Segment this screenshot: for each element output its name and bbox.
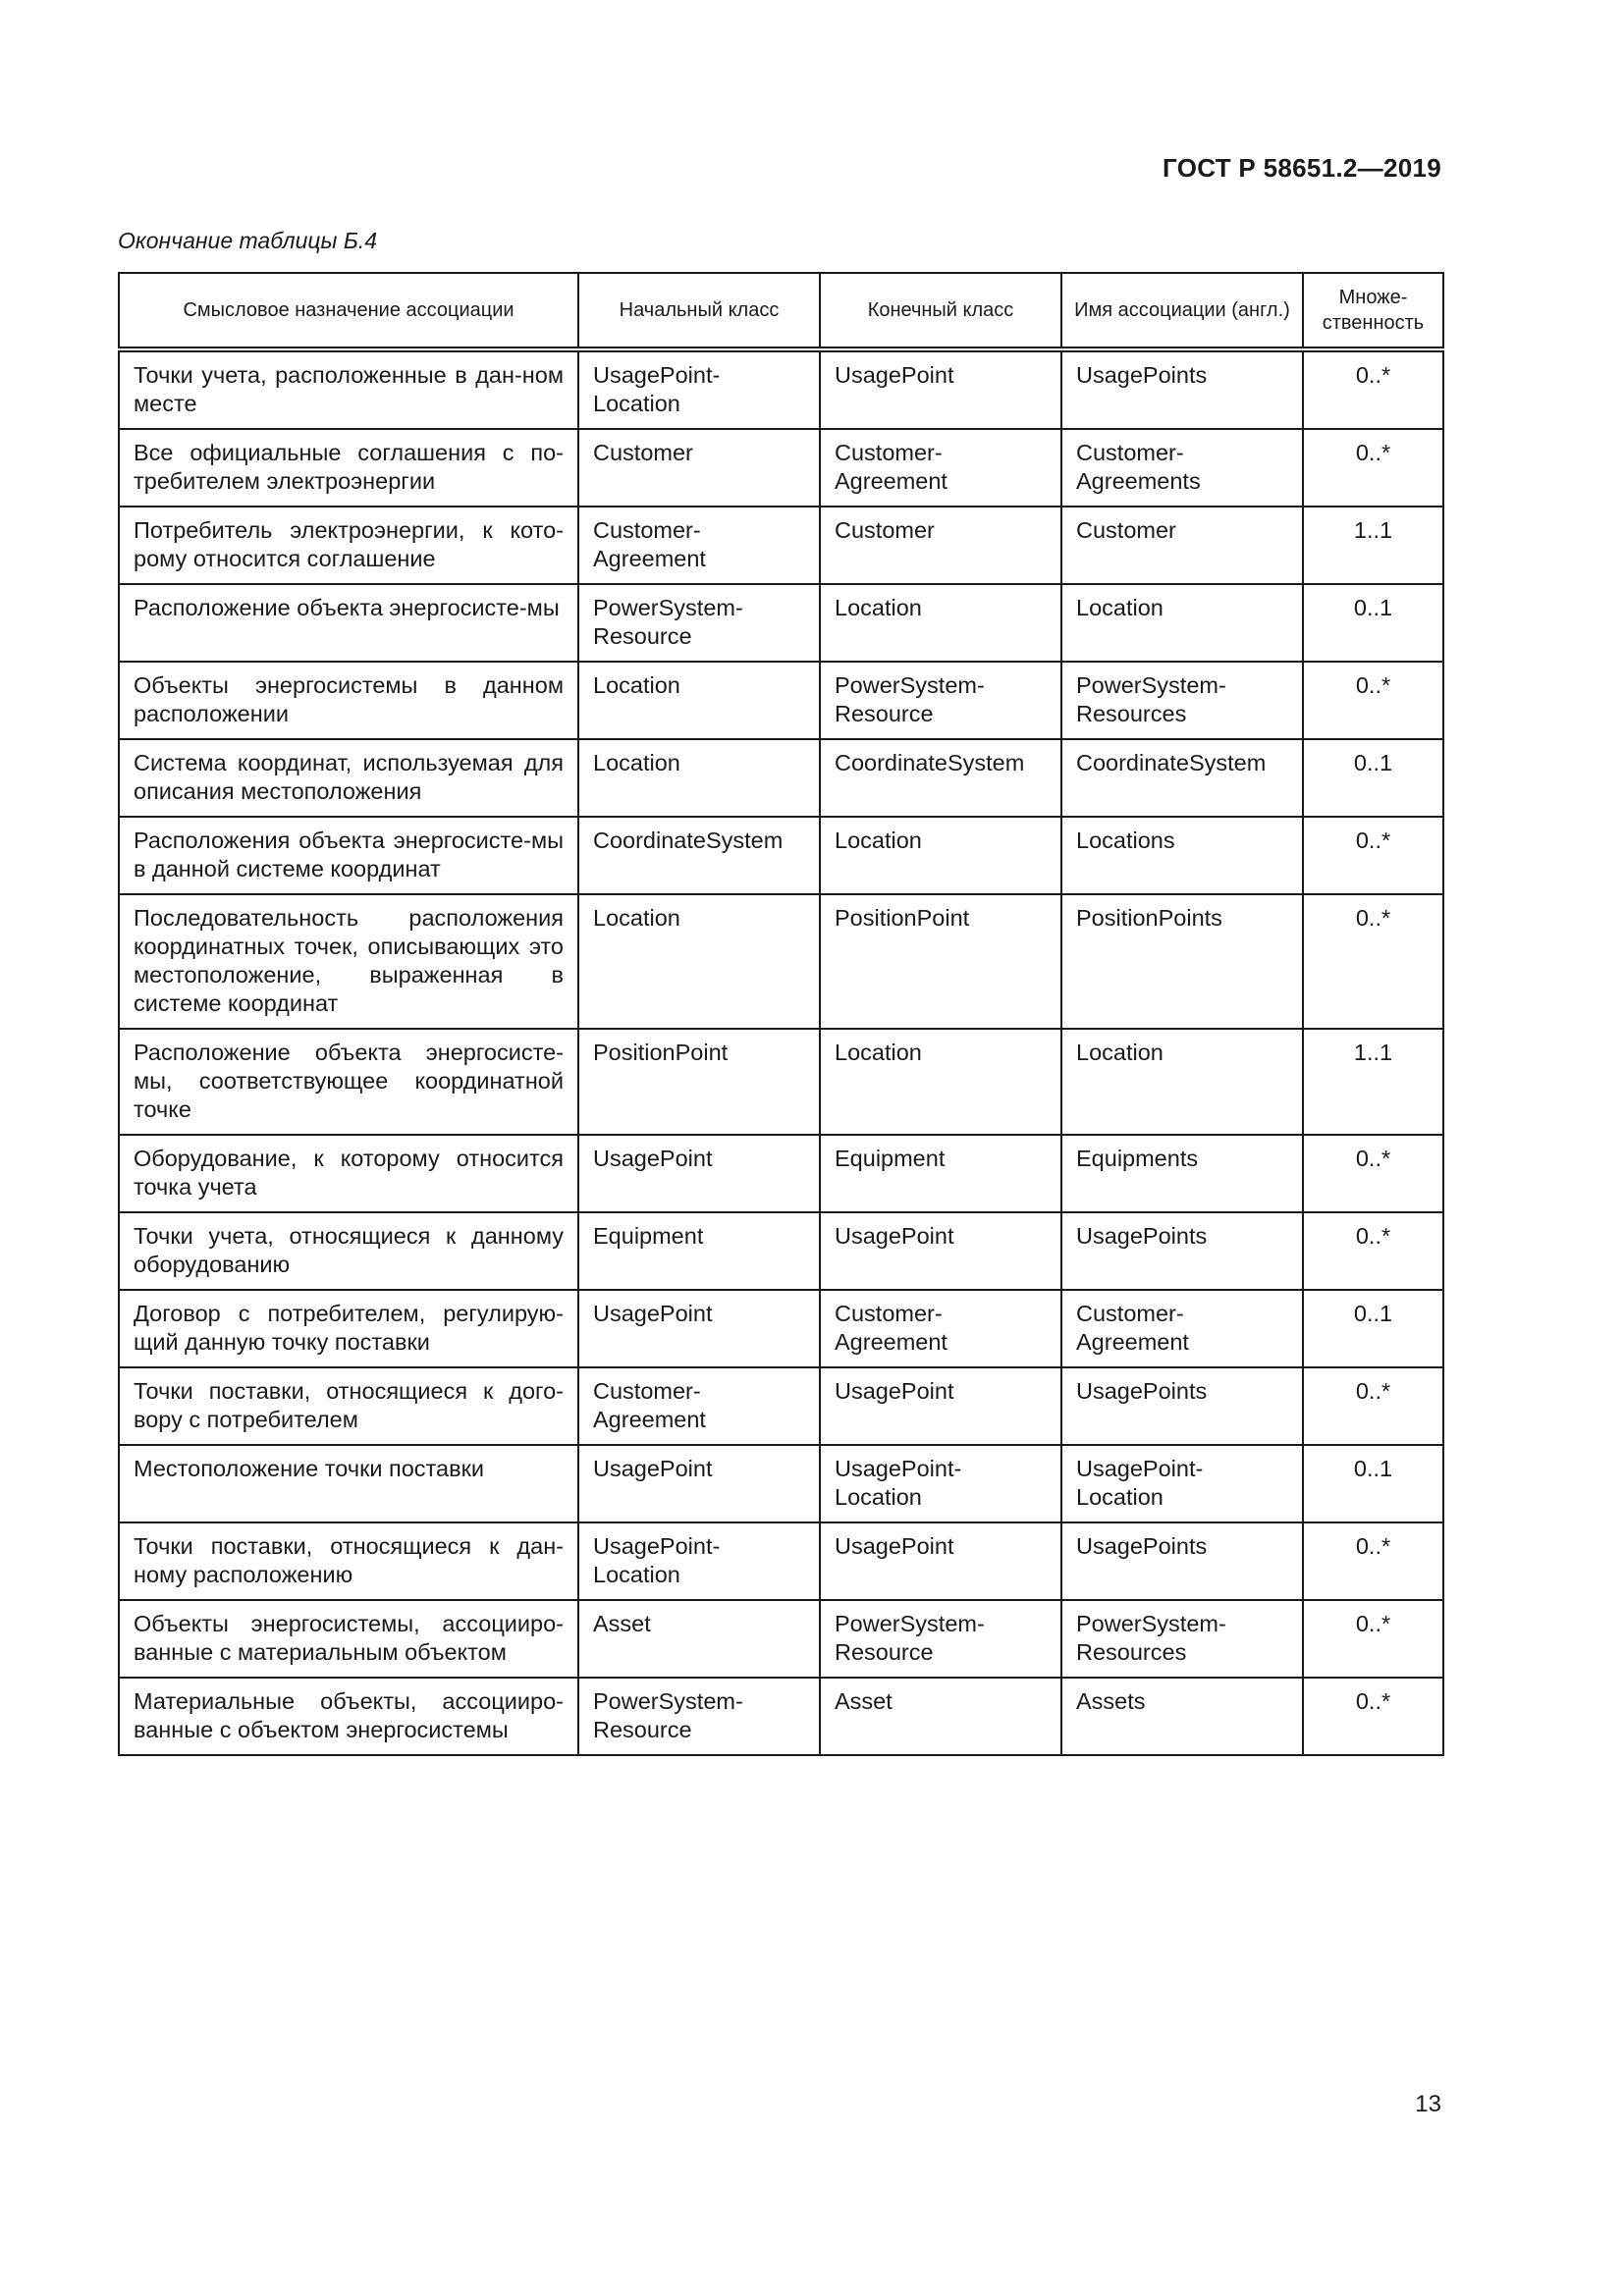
cell-start-class: UsagePoint <box>578 1135 820 1212</box>
cell-end-class: CoordinateSystem <box>820 739 1061 817</box>
cell-multiplicity: 0..* <box>1303 349 1443 429</box>
cell-end-class: Customer-Agreement <box>820 429 1061 507</box>
cell-meaning: Объекты энергосистемы в данном расположении <box>119 662 578 739</box>
cell-multiplicity: 0..* <box>1303 1522 1443 1600</box>
table-caption: Окончание таблицы Б.4 <box>118 228 378 253</box>
cell-meaning: Договор с потребителем, регулирую-щий данную точку поставки <box>119 1290 578 1367</box>
cell-meaning: Все официальные соглашения с по-требителем электроэнергии <box>119 429 578 507</box>
cell-multiplicity: 0..* <box>1303 1367 1443 1445</box>
table-row <box>119 507 1443 584</box>
cell-end-class: Asset <box>820 1678 1061 1755</box>
cell-association-name: CoordinateSystem <box>1061 739 1303 817</box>
table-row <box>119 662 1443 739</box>
table-row <box>119 1445 1443 1522</box>
associations-table <box>118 272 1444 1756</box>
cell-association-name: UsagePoints <box>1061 1522 1303 1600</box>
cell-meaning: Объекты энергосистемы, ассоцииро-ванные с материальным объектом <box>119 1600 578 1678</box>
cell-start-class: Customer <box>578 429 820 507</box>
table-row <box>119 817 1443 894</box>
cell-end-class: UsagePoint <box>820 1522 1061 1600</box>
cell-end-class: UsagePoint <box>820 1212 1061 1290</box>
cell-start-class: Location <box>578 662 820 739</box>
cell-end-class: PowerSystem-Resource <box>820 1600 1061 1678</box>
cell-end-class: PowerSystem-Resource <box>820 662 1061 739</box>
cell-end-class: Location <box>820 1029 1061 1135</box>
cell-multiplicity: 0..* <box>1303 817 1443 894</box>
cell-start-class: UsagePoint <box>578 1290 820 1367</box>
cell-association-name: Equipments <box>1061 1135 1303 1212</box>
cell-meaning: Местоположение точки поставки <box>119 1445 578 1522</box>
cell-association-name: PositionPoints <box>1061 894 1303 1029</box>
cell-multiplicity: 0..* <box>1303 429 1443 507</box>
cell-association-name: Location <box>1061 584 1303 662</box>
cell-end-class: Customer <box>820 507 1061 584</box>
cell-end-class: UsagePoint <box>820 1367 1061 1445</box>
cell-association-name: Customer-Agreements <box>1061 429 1303 507</box>
cell-start-class: CoordinateSystem <box>578 817 820 894</box>
column-header-end-class: Конечный класс <box>820 273 1061 349</box>
cell-association-name: UsagePoints <box>1061 349 1303 429</box>
cell-start-class: UsagePoint-Location <box>578 349 820 429</box>
cell-end-class: Location <box>820 584 1061 662</box>
table-row <box>119 739 1443 817</box>
cell-end-class: Location <box>820 817 1061 894</box>
cell-multiplicity: 0..1 <box>1303 739 1443 817</box>
cell-multiplicity: 0..1 <box>1303 1290 1443 1367</box>
column-header-meaning: Смысловое назначение ассоциации <box>119 273 578 349</box>
table-header-row <box>119 273 1443 349</box>
table-row <box>119 429 1443 507</box>
cell-association-name: Locations <box>1061 817 1303 894</box>
cell-start-class: PowerSystem-Resource <box>578 1678 820 1755</box>
table-row <box>119 1367 1443 1445</box>
cell-meaning: Точки поставки, относящиеся к дого-вору с потребителем <box>119 1367 578 1445</box>
cell-association-name: PowerSystem-Resources <box>1061 1600 1303 1678</box>
cell-start-class: PositionPoint <box>578 1029 820 1135</box>
cell-start-class: UsagePoint-Location <box>578 1522 820 1600</box>
table-row <box>119 1290 1443 1367</box>
cell-start-class: Customer-Agreement <box>578 507 820 584</box>
cell-association-name: UsagePoints <box>1061 1367 1303 1445</box>
cell-multiplicity: 0..* <box>1303 662 1443 739</box>
column-header-association-name: Имя ассоциации (англ.) <box>1061 273 1303 349</box>
cell-end-class: Customer-Agreement <box>820 1290 1061 1367</box>
cell-association-name: Customer <box>1061 507 1303 584</box>
cell-multiplicity: 0..* <box>1303 1212 1443 1290</box>
cell-meaning: Расположение объекта энергосисте-мы, соответствующее координатной точке <box>119 1029 578 1135</box>
cell-meaning: Точки поставки, относящиеся к дан-ному расположению <box>119 1522 578 1600</box>
cell-multiplicity: 0..* <box>1303 1678 1443 1755</box>
cell-meaning: Материальные объекты, ассоцииро-ванные с объектом энергосистемы <box>119 1678 578 1755</box>
table-row <box>119 894 1443 1029</box>
cell-multiplicity: 0..* <box>1303 1135 1443 1212</box>
cell-end-class: UsagePoint <box>820 349 1061 429</box>
cell-association-name: UsagePoints <box>1061 1212 1303 1290</box>
cell-end-class: Equipment <box>820 1135 1061 1212</box>
table-row <box>119 584 1443 662</box>
table-row <box>119 1212 1443 1290</box>
cell-multiplicity: 0..* <box>1303 894 1443 1029</box>
cell-start-class: Asset <box>578 1600 820 1678</box>
cell-association-name: Assets <box>1061 1678 1303 1755</box>
cell-association-name: Customer-Agreement <box>1061 1290 1303 1367</box>
table-row <box>119 1522 1443 1600</box>
cell-multiplicity: 0..1 <box>1303 584 1443 662</box>
cell-multiplicity: 0..1 <box>1303 1445 1443 1522</box>
cell-meaning: Потребитель электроэнергии, к кото-рому относится соглашение <box>119 507 578 584</box>
cell-start-class: Location <box>578 894 820 1029</box>
cell-start-class: Equipment <box>578 1212 820 1290</box>
cell-meaning: Оборудование, к которому относится точка учета <box>119 1135 578 1212</box>
table-row <box>119 1029 1443 1135</box>
document-code: ГОСТ Р 58651.2—2019 <box>1163 153 1441 183</box>
cell-meaning: Точки учета, относящиеся к данному оборудованию <box>119 1212 578 1290</box>
cell-end-class: PositionPoint <box>820 894 1061 1029</box>
cell-start-class: UsagePoint <box>578 1445 820 1522</box>
cell-meaning: Система координат, используемая для описания местоположения <box>119 739 578 817</box>
table-row <box>119 1678 1443 1755</box>
cell-multiplicity: 1..1 <box>1303 1029 1443 1135</box>
cell-multiplicity: 1..1 <box>1303 507 1443 584</box>
cell-association-name: PowerSystem-Resources <box>1061 662 1303 739</box>
cell-meaning: Точки учета, расположенные в дан-ном месте <box>119 349 578 429</box>
cell-meaning: Последовательность расположения координатных точек, описывающих это местоположение, выраженная в системе координат <box>119 894 578 1029</box>
column-header-start-class: Начальный класс <box>578 273 820 349</box>
cell-start-class: PowerSystem-Resource <box>578 584 820 662</box>
table-row <box>119 1135 1443 1212</box>
table-row <box>119 349 1443 429</box>
cell-start-class: Location <box>578 739 820 817</box>
table-row <box>119 1600 1443 1678</box>
cell-meaning: Расположение объекта энергосисте-мы <box>119 584 578 662</box>
cell-multiplicity: 0..* <box>1303 1600 1443 1678</box>
cell-meaning: Расположения объекта энергосисте-мы в данной системе координат <box>119 817 578 894</box>
cell-association-name: UsagePoint-Location <box>1061 1445 1303 1522</box>
column-header-multiplicity: Множе-ственность <box>1303 273 1443 349</box>
page-number: 13 <box>1415 2091 1441 2117</box>
cell-end-class: UsagePoint-Location <box>820 1445 1061 1522</box>
cell-association-name: Location <box>1061 1029 1303 1135</box>
cell-start-class: Customer-Agreement <box>578 1367 820 1445</box>
